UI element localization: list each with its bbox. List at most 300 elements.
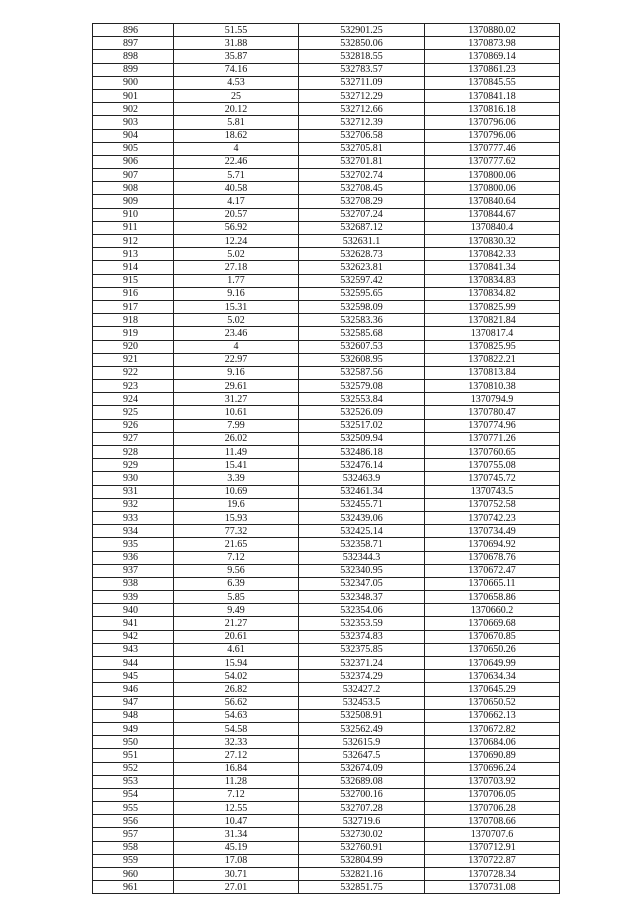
table-row (93, 736, 560, 749)
x-coordinate-cell: 532730.02 (299, 828, 425, 841)
x-coordinate-cell: 532623.81 (299, 261, 425, 274)
point-number-cell: 950 (93, 736, 174, 749)
x-coordinate-cell: 532509.94 (299, 432, 425, 445)
point-number-cell: 955 (93, 802, 174, 815)
distance-cell: 27.12 (174, 749, 299, 762)
x-coordinate-cell: 532818.55 (299, 50, 425, 63)
table-row (93, 854, 560, 867)
table-row (93, 459, 560, 472)
point-number-cell: 939 (93, 591, 174, 604)
table-row (93, 511, 560, 524)
point-number-cell: 929 (93, 459, 174, 472)
x-coordinate-cell: 532371.24 (299, 657, 425, 670)
x-coordinate-cell: 532705.81 (299, 142, 425, 155)
point-number-cell: 930 (93, 472, 174, 485)
table-row (93, 802, 560, 815)
distance-cell: 40.58 (174, 182, 299, 195)
point-number-cell: 961 (93, 881, 174, 894)
table-row (93, 169, 560, 182)
y-coordinate-cell: 1370834.82 (425, 287, 560, 300)
table-row (93, 749, 560, 762)
point-number-cell: 925 (93, 406, 174, 419)
x-coordinate-cell: 532427.2 (299, 683, 425, 696)
point-number-cell: 941 (93, 617, 174, 630)
table-row (93, 828, 560, 841)
point-number-cell: 898 (93, 50, 174, 63)
point-number-cell: 957 (93, 828, 174, 841)
table-row (93, 24, 560, 37)
distance-cell: 27.01 (174, 881, 299, 894)
point-number-cell: 946 (93, 683, 174, 696)
x-coordinate-cell: 532901.25 (299, 24, 425, 37)
x-coordinate-cell: 532689.08 (299, 775, 425, 788)
table-row (93, 116, 560, 129)
y-coordinate-cell: 1370821.84 (425, 314, 560, 327)
y-coordinate-cell: 1370650.26 (425, 643, 560, 656)
distance-cell: 1.77 (174, 274, 299, 287)
y-coordinate-cell: 1370755.08 (425, 459, 560, 472)
table-row (93, 76, 560, 89)
point-number-cell: 906 (93, 155, 174, 168)
point-number-cell: 947 (93, 696, 174, 709)
point-number-cell: 914 (93, 261, 174, 274)
point-number-cell: 952 (93, 762, 174, 775)
y-coordinate-cell: 1370841.34 (425, 261, 560, 274)
x-coordinate-cell: 532354.06 (299, 604, 425, 617)
distance-cell: 51.55 (174, 24, 299, 37)
distance-cell: 21.65 (174, 538, 299, 551)
table-row (93, 419, 560, 432)
x-coordinate-cell: 532439.06 (299, 511, 425, 524)
point-number-cell: 951 (93, 749, 174, 762)
table-row (93, 261, 560, 274)
point-number-cell: 897 (93, 37, 174, 50)
y-coordinate-cell: 1370830.32 (425, 235, 560, 248)
y-coordinate-cell: 1370743.5 (425, 485, 560, 498)
y-coordinate-cell: 1370841.18 (425, 89, 560, 102)
point-number-cell: 926 (93, 419, 174, 432)
table-row (93, 89, 560, 102)
y-coordinate-cell: 1370650.52 (425, 696, 560, 709)
table-row (93, 274, 560, 287)
y-coordinate-cell: 1370722.87 (425, 854, 560, 867)
y-coordinate-cell: 1370672.47 (425, 564, 560, 577)
table-row (93, 881, 560, 894)
y-coordinate-cell: 1370703.92 (425, 775, 560, 788)
y-coordinate-cell: 1370796.06 (425, 116, 560, 129)
distance-cell: 3.39 (174, 472, 299, 485)
y-coordinate-cell: 1370873.98 (425, 37, 560, 50)
x-coordinate-cell: 532585.68 (299, 327, 425, 340)
table-row (93, 340, 560, 353)
point-number-cell: 933 (93, 511, 174, 524)
distance-cell: 31.27 (174, 393, 299, 406)
table-row (93, 235, 560, 248)
table-row (93, 762, 560, 775)
x-coordinate-cell: 532615.9 (299, 736, 425, 749)
y-coordinate-cell: 1370734.49 (425, 525, 560, 538)
coordinate-table (92, 23, 560, 894)
point-number-cell: 923 (93, 380, 174, 393)
x-coordinate-cell: 532562.49 (299, 722, 425, 735)
x-coordinate-cell: 532783.57 (299, 63, 425, 76)
point-number-cell: 902 (93, 103, 174, 116)
x-coordinate-cell: 532674.09 (299, 762, 425, 775)
x-coordinate-cell: 532804.99 (299, 854, 425, 867)
y-coordinate-cell: 1370822.21 (425, 353, 560, 366)
distance-cell: 4 (174, 142, 299, 155)
distance-cell: 15.41 (174, 459, 299, 472)
table-row (93, 63, 560, 76)
x-coordinate-cell: 532348.37 (299, 591, 425, 604)
distance-cell: 15.31 (174, 300, 299, 313)
table-row (93, 287, 560, 300)
y-coordinate-cell: 1370645.29 (425, 683, 560, 696)
point-number-cell: 934 (93, 525, 174, 538)
distance-cell: 29.61 (174, 380, 299, 393)
x-coordinate-cell: 532607.53 (299, 340, 425, 353)
y-coordinate-cell: 1370670.85 (425, 630, 560, 643)
x-coordinate-cell: 532453.5 (299, 696, 425, 709)
y-coordinate-cell: 1370706.05 (425, 788, 560, 801)
distance-cell: 56.62 (174, 696, 299, 709)
x-coordinate-cell: 532583.36 (299, 314, 425, 327)
y-coordinate-cell: 1370777.62 (425, 155, 560, 168)
y-coordinate-cell: 1370672.82 (425, 722, 560, 735)
point-number-cell: 948 (93, 709, 174, 722)
table-row (93, 617, 560, 630)
y-coordinate-cell: 1370777.46 (425, 142, 560, 155)
point-number-cell: 907 (93, 169, 174, 182)
distance-cell: 30.71 (174, 868, 299, 881)
y-coordinate-cell: 1370813.84 (425, 366, 560, 379)
table-row (93, 380, 560, 393)
y-coordinate-cell: 1370869.14 (425, 50, 560, 63)
distance-cell: 21.27 (174, 617, 299, 630)
distance-cell: 15.94 (174, 657, 299, 670)
point-number-cell: 918 (93, 314, 174, 327)
point-number-cell: 938 (93, 577, 174, 590)
table-row (93, 142, 560, 155)
distance-cell: 19.6 (174, 498, 299, 511)
y-coordinate-cell: 1370684.06 (425, 736, 560, 749)
table-row (93, 564, 560, 577)
y-coordinate-cell: 1370658.86 (425, 591, 560, 604)
table-row (93, 327, 560, 340)
table-row (93, 182, 560, 195)
table-row (93, 472, 560, 485)
x-coordinate-cell: 532711.09 (299, 76, 425, 89)
point-number-cell: 927 (93, 432, 174, 445)
y-coordinate-cell: 1370825.95 (425, 340, 560, 353)
point-number-cell: 916 (93, 287, 174, 300)
x-coordinate-cell: 532344.3 (299, 551, 425, 564)
y-coordinate-cell: 1370842.33 (425, 248, 560, 261)
point-number-cell: 924 (93, 393, 174, 406)
table-row (93, 103, 560, 116)
y-coordinate-cell: 1370840.64 (425, 195, 560, 208)
x-coordinate-cell: 532579.08 (299, 380, 425, 393)
x-coordinate-cell: 532595.65 (299, 287, 425, 300)
distance-cell: 27.18 (174, 261, 299, 274)
x-coordinate-cell: 532597.42 (299, 274, 425, 287)
table-row (93, 538, 560, 551)
table-row (93, 551, 560, 564)
x-coordinate-cell: 532463.9 (299, 472, 425, 485)
y-coordinate-cell: 1370649.99 (425, 657, 560, 670)
point-number-cell: 931 (93, 485, 174, 498)
table-row (93, 604, 560, 617)
distance-cell: 45.19 (174, 841, 299, 854)
table-row (93, 195, 560, 208)
distance-cell: 12.24 (174, 235, 299, 248)
x-coordinate-cell: 532526.09 (299, 406, 425, 419)
x-coordinate-cell: 532508.91 (299, 709, 425, 722)
table-row (93, 630, 560, 643)
y-coordinate-cell: 1370825.99 (425, 300, 560, 313)
x-coordinate-cell: 532647.5 (299, 749, 425, 762)
point-number-cell: 949 (93, 722, 174, 735)
y-coordinate-cell: 1370800.06 (425, 182, 560, 195)
point-number-cell: 922 (93, 366, 174, 379)
distance-cell: 32.33 (174, 736, 299, 749)
point-number-cell: 935 (93, 538, 174, 551)
distance-cell: 7.12 (174, 788, 299, 801)
point-number-cell: 943 (93, 643, 174, 656)
x-coordinate-cell: 532486.18 (299, 446, 425, 459)
x-coordinate-cell: 532425.14 (299, 525, 425, 538)
point-number-cell: 959 (93, 854, 174, 867)
distance-cell: 17.08 (174, 854, 299, 867)
point-number-cell: 956 (93, 815, 174, 828)
point-number-cell: 920 (93, 340, 174, 353)
distance-cell: 54.58 (174, 722, 299, 735)
table-row (93, 788, 560, 801)
table-row (93, 657, 560, 670)
distance-cell: 23.46 (174, 327, 299, 340)
point-number-cell: 913 (93, 248, 174, 261)
y-coordinate-cell: 1370731.08 (425, 881, 560, 894)
table-row (93, 353, 560, 366)
y-coordinate-cell: 1370665.11 (425, 577, 560, 590)
x-coordinate-cell: 532347.05 (299, 577, 425, 590)
distance-cell: 74.16 (174, 63, 299, 76)
distance-cell: 15.93 (174, 511, 299, 524)
y-coordinate-cell: 1370840.4 (425, 221, 560, 234)
distance-cell: 22.97 (174, 353, 299, 366)
distance-cell: 31.88 (174, 37, 299, 50)
table-row (93, 300, 560, 313)
distance-cell: 12.55 (174, 802, 299, 815)
y-coordinate-cell: 1370706.28 (425, 802, 560, 815)
table-row (93, 498, 560, 511)
distance-cell: 56.92 (174, 221, 299, 234)
distance-cell: 16.84 (174, 762, 299, 775)
point-number-cell: 896 (93, 24, 174, 37)
x-coordinate-cell: 532706.58 (299, 129, 425, 142)
x-coordinate-cell: 532760.91 (299, 841, 425, 854)
distance-cell: 20.61 (174, 630, 299, 643)
distance-cell: 5.85 (174, 591, 299, 604)
point-number-cell: 917 (93, 300, 174, 313)
table-row (93, 525, 560, 538)
y-coordinate-cell: 1370845.55 (425, 76, 560, 89)
distance-cell: 4.53 (174, 76, 299, 89)
distance-cell: 4.17 (174, 195, 299, 208)
point-number-cell: 921 (93, 353, 174, 366)
distance-cell: 22.46 (174, 155, 299, 168)
y-coordinate-cell: 1370662.13 (425, 709, 560, 722)
y-coordinate-cell: 1370712.91 (425, 841, 560, 854)
table-row (93, 722, 560, 735)
y-coordinate-cell: 1370771.26 (425, 432, 560, 445)
x-coordinate-cell: 532702.74 (299, 169, 425, 182)
table-row (93, 683, 560, 696)
distance-cell: 4 (174, 340, 299, 353)
distance-cell: 31.34 (174, 828, 299, 841)
y-coordinate-cell: 1370794.9 (425, 393, 560, 406)
distance-cell: 7.99 (174, 419, 299, 432)
point-number-cell: 899 (93, 63, 174, 76)
x-coordinate-cell: 532712.29 (299, 89, 425, 102)
distance-cell: 10.61 (174, 406, 299, 419)
table-row (93, 221, 560, 234)
distance-cell: 11.49 (174, 446, 299, 459)
x-coordinate-cell: 532708.45 (299, 182, 425, 195)
distance-cell: 54.63 (174, 709, 299, 722)
y-coordinate-cell: 1370861.23 (425, 63, 560, 76)
x-coordinate-cell: 532701.81 (299, 155, 425, 168)
point-number-cell: 932 (93, 498, 174, 511)
table-row (93, 670, 560, 683)
point-number-cell: 911 (93, 221, 174, 234)
table-row (93, 406, 560, 419)
y-coordinate-cell: 1370760.65 (425, 446, 560, 459)
point-number-cell: 953 (93, 775, 174, 788)
table-row (93, 314, 560, 327)
table-row (93, 815, 560, 828)
coordinate-table-body (93, 24, 560, 894)
table-row (93, 485, 560, 498)
x-coordinate-cell: 532517.02 (299, 419, 425, 432)
x-coordinate-cell: 532687.12 (299, 221, 425, 234)
table-row (93, 868, 560, 881)
x-coordinate-cell: 532374.29 (299, 670, 425, 683)
table-row (93, 696, 560, 709)
table-row (93, 709, 560, 722)
y-coordinate-cell: 1370816.18 (425, 103, 560, 116)
distance-cell: 4.61 (174, 643, 299, 656)
y-coordinate-cell: 1370707.6 (425, 828, 560, 841)
table-row (93, 432, 560, 445)
distance-cell: 7.12 (174, 551, 299, 564)
point-number-cell: 900 (93, 76, 174, 89)
point-number-cell: 945 (93, 670, 174, 683)
point-number-cell: 912 (93, 235, 174, 248)
x-coordinate-cell: 532712.39 (299, 116, 425, 129)
y-coordinate-cell: 1370844.67 (425, 208, 560, 221)
y-coordinate-cell: 1370694.92 (425, 538, 560, 551)
point-number-cell: 944 (93, 657, 174, 670)
x-coordinate-cell: 532587.56 (299, 366, 425, 379)
table-row (93, 37, 560, 50)
x-coordinate-cell: 532707.28 (299, 802, 425, 815)
x-coordinate-cell: 532358.71 (299, 538, 425, 551)
y-coordinate-cell: 1370660.2 (425, 604, 560, 617)
distance-cell: 77.32 (174, 525, 299, 538)
distance-cell: 35.87 (174, 50, 299, 63)
x-coordinate-cell: 532631.1 (299, 235, 425, 248)
y-coordinate-cell: 1370774.96 (425, 419, 560, 432)
table-row (93, 577, 560, 590)
y-coordinate-cell: 1370745.72 (425, 472, 560, 485)
y-coordinate-cell: 1370796.06 (425, 129, 560, 142)
y-coordinate-cell: 1370669.68 (425, 617, 560, 630)
distance-cell: 9.49 (174, 604, 299, 617)
distance-cell: 5.81 (174, 116, 299, 129)
point-number-cell: 937 (93, 564, 174, 577)
y-coordinate-cell: 1370752.58 (425, 498, 560, 511)
point-number-cell: 904 (93, 129, 174, 142)
distance-cell: 5.02 (174, 314, 299, 327)
distance-cell: 9.56 (174, 564, 299, 577)
table-row (93, 775, 560, 788)
distance-cell: 54.02 (174, 670, 299, 683)
point-number-cell: 903 (93, 116, 174, 129)
distance-cell: 18.62 (174, 129, 299, 142)
x-coordinate-cell: 532700.16 (299, 788, 425, 801)
table-row (93, 591, 560, 604)
x-coordinate-cell: 532553.84 (299, 393, 425, 406)
x-coordinate-cell: 532707.24 (299, 208, 425, 221)
distance-cell: 10.69 (174, 485, 299, 498)
distance-cell: 9.16 (174, 366, 299, 379)
distance-cell: 26.82 (174, 683, 299, 696)
x-coordinate-cell: 532353.59 (299, 617, 425, 630)
x-coordinate-cell: 532628.73 (299, 248, 425, 261)
distance-cell: 11.28 (174, 775, 299, 788)
table-row (93, 50, 560, 63)
x-coordinate-cell: 532608.95 (299, 353, 425, 366)
point-number-cell: 940 (93, 604, 174, 617)
y-coordinate-cell: 1370817.4 (425, 327, 560, 340)
x-coordinate-cell: 532340.95 (299, 564, 425, 577)
y-coordinate-cell: 1370800.06 (425, 169, 560, 182)
x-coordinate-cell: 532851.75 (299, 881, 425, 894)
point-number-cell: 942 (93, 630, 174, 643)
distance-cell: 20.57 (174, 208, 299, 221)
x-coordinate-cell: 532476.14 (299, 459, 425, 472)
distance-cell: 5.02 (174, 248, 299, 261)
distance-cell: 5.71 (174, 169, 299, 182)
x-coordinate-cell: 532712.66 (299, 103, 425, 116)
point-number-cell: 928 (93, 446, 174, 459)
distance-cell: 6.39 (174, 577, 299, 590)
point-number-cell: 910 (93, 208, 174, 221)
x-coordinate-cell: 532719.6 (299, 815, 425, 828)
x-coordinate-cell: 532598.09 (299, 300, 425, 313)
table-row (93, 208, 560, 221)
y-coordinate-cell: 1370780.47 (425, 406, 560, 419)
y-coordinate-cell: 1370742.23 (425, 511, 560, 524)
distance-cell: 9.16 (174, 287, 299, 300)
point-number-cell: 954 (93, 788, 174, 801)
y-coordinate-cell: 1370880.02 (425, 24, 560, 37)
point-number-cell: 908 (93, 182, 174, 195)
point-number-cell: 901 (93, 89, 174, 102)
x-coordinate-cell: 532461.34 (299, 485, 425, 498)
x-coordinate-cell: 532708.29 (299, 195, 425, 208)
